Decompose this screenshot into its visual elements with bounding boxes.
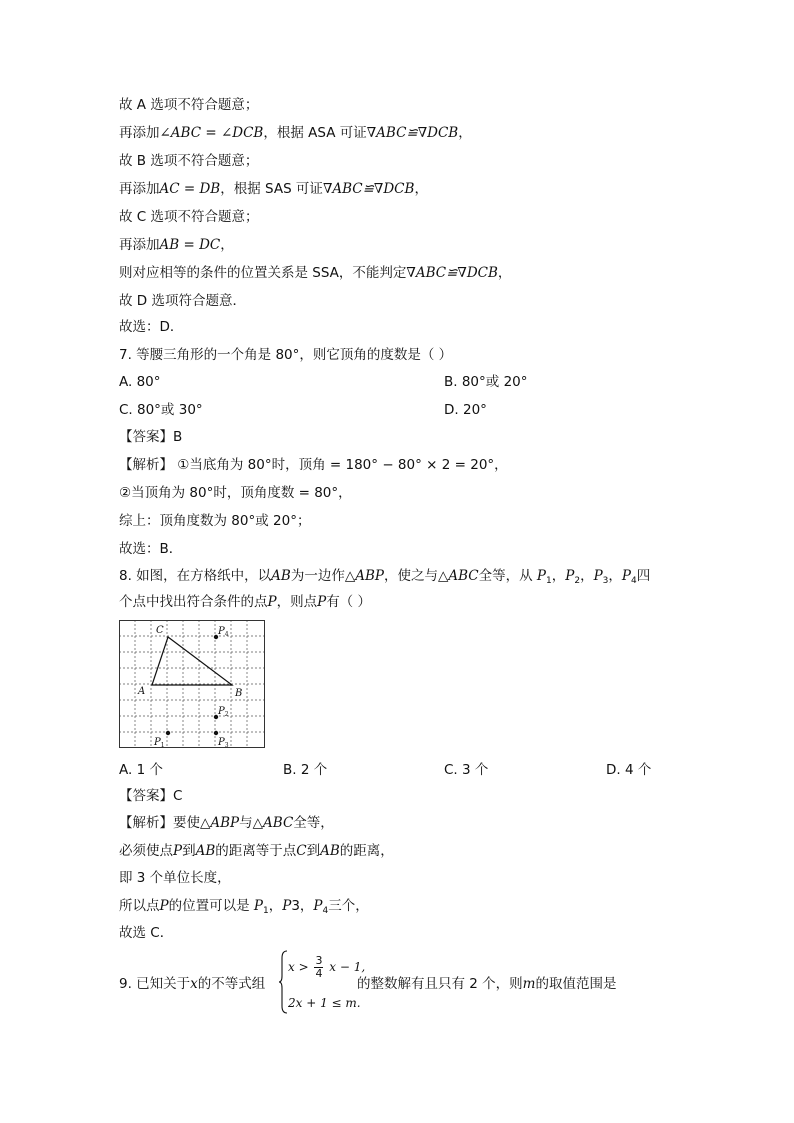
question-7-stem: 7. 等腰三角形的一个角是 80°，则它顶角的度数是（ ） [119,347,453,363]
text-line: 再添加∠ABC = ∠DCB，根据 ASA 可证∇ABC≌∇DCB， [119,125,472,141]
label-p3: $P_3$ [218,737,229,749]
text-line: 则对应相等的条件的位置关系是 SSA，不能判定∇ABC≌∇DCB， [119,265,512,281]
text-line: 再添加AC = DB，根据 SAS 可证∇ABC≌∇DCB， [119,181,428,197]
label-a: A [138,686,146,697]
text-line: 故 C 选项不符合题意； [119,209,259,225]
q8-analysis: 所以点P的位置可以是 $P_1$，P3，$P_4$三个， [119,898,369,916]
question-9-stem: 9. 已知关于x的不等式组 [119,976,266,992]
q7-option-d: D. 20° [444,402,487,418]
q8-option-b: B. 2 个 [283,762,328,778]
q7-analysis: ②当顶角为 80°时，顶角度数 = 80°， [119,485,352,501]
q7-answer: 【答案】B [119,429,183,445]
label-p2: $P_2$ [218,706,229,718]
triangle-abc [152,637,232,685]
text-line: 故 D 选项符合题意． [119,293,246,309]
brace-icon [278,950,288,1014]
label-p1: $P_1$ [154,737,165,749]
q8-option-a: A. 1 个 [119,762,163,778]
inequality-2: 2x + 1 ≤ m. [288,996,361,1010]
text-line: 故 B 选项不符合题意； [119,153,259,169]
question-9-stem-tail: 的整数解有且只有 2 个，则m的取值范围是 [357,976,617,992]
q7-option-a: A. 80° [119,374,161,390]
q7-option-b: B. 80°或 20° [444,374,528,390]
point-p3 [214,731,218,735]
label-p4: $P_4$ [218,626,229,638]
text-line: 故选：D． [119,319,184,335]
question-8-stem: 8. 如图，在方格纸中，以AB为一边作△ABP，使之与△ABC全等，从 $P_1$，$P_2$，$P_3$，$P_4$四 [119,568,651,586]
inequality-1: x > $\frac{3}{4}$ x − 1, [288,954,366,980]
q7-option-c: C. 80°或 30° [119,402,203,418]
grid-lines [119,620,265,748]
text-line: 故 A 选项不符合题意； [119,97,259,113]
q8-option-c: C. 3 个 [444,762,489,778]
q8-answer: 【答案】C [119,788,183,804]
q7-analysis: 【解析】 ①当底角为 80°时，顶角 = 180° − 80° × 2 = 20°， [119,457,508,473]
q8-analysis: 即 3 个单位长度， [119,870,231,886]
label-c: C [156,625,164,636]
q7-analysis: 综上：顶角度数为 80°或 20°； [119,513,311,529]
text-line: 再添加AB = DC， [119,237,234,253]
point-p1 [166,731,170,735]
question-8-stem: 个点中找出符合条件的点P，则点P有（ ） [119,594,371,610]
q7-choose: 故选：B． [119,541,183,557]
q8-option-d: D. 4 个 [606,762,652,778]
grid-figure [119,620,267,750]
q8-choose: 故选 C． [119,925,174,941]
q8-analysis: 【解析】要使△ABP与△ABC全等， [119,815,334,831]
q8-analysis: 必须使点P到AB的距离等于点C到AB的距离， [119,843,394,859]
label-b: B [235,688,243,699]
